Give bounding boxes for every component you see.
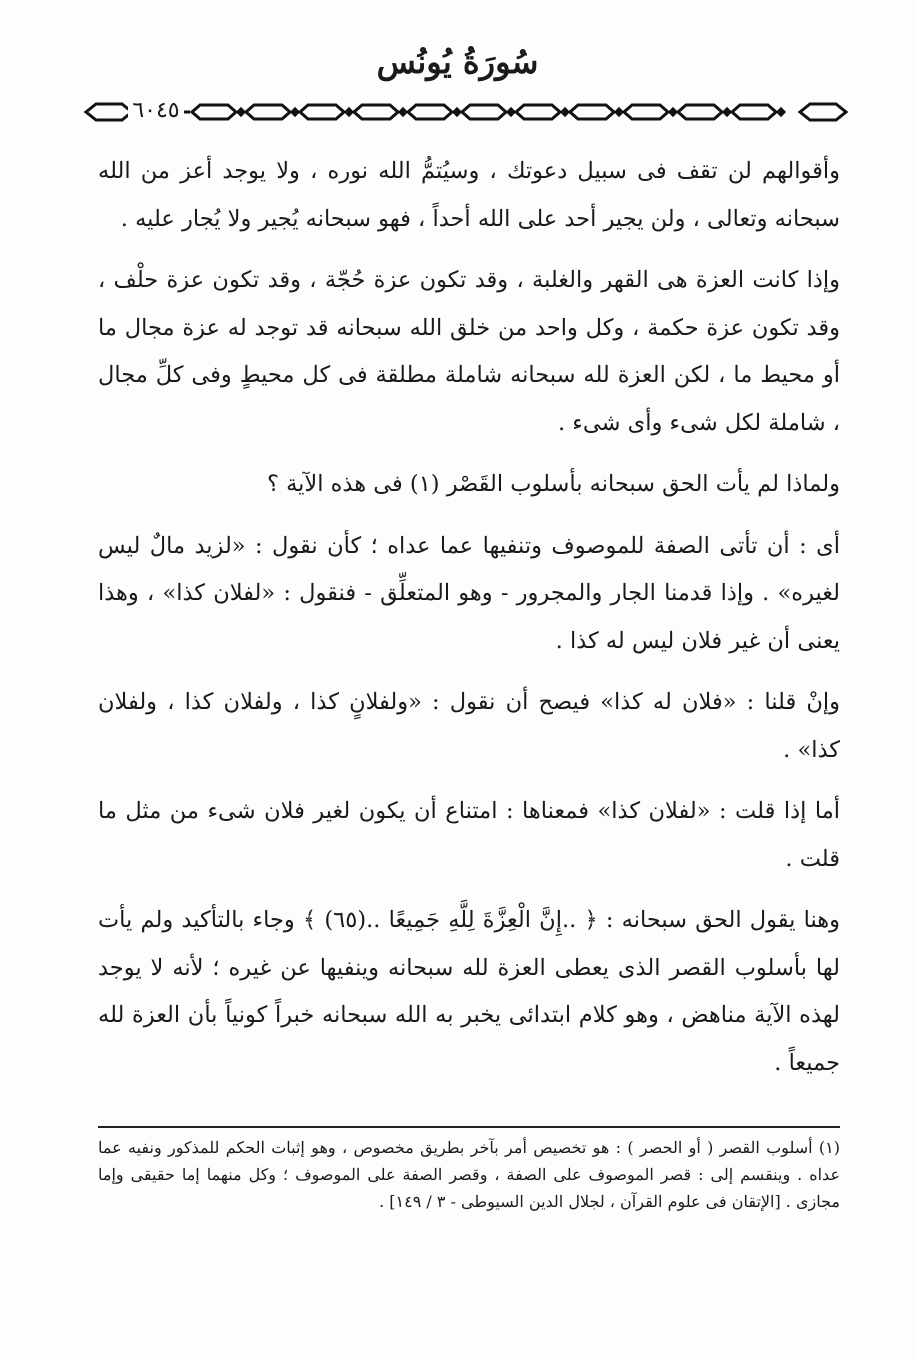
paragraph: وإنْ قلنا : «فلان له كذا» فيصح أن نقول : «ولفلانٍ كذا ، ولفلان كذا ، ولفلان كذا» .	[98, 689, 840, 763]
paragraph: وإذا كانت العزة هى القهر والغلبة ، وقد تكون عزة حُجّة ، وقد تكون عزة حلْف ، وقد تكون عزة حكمة ، وكل واحد من خلق الله سبحانه قد توجد له عزة مجال ما أو محيط ما ، لكن العزة لله سبحانه شاملة مطلقة فى كل محيطٍ وفى كلِّ مجال ، شاملة لكل شىء وأى شىء .	[98, 267, 840, 436]
footnote	[98, 1134, 840, 1215]
paragraph: أما إذا قلت : «لفلان كذا» فمعناها : امتناع أن يكون لغير فلان شىء من مثل ما قلت .	[98, 798, 840, 872]
ornamental-border-icon	[82, 100, 850, 124]
paragraph: وهنا يقول الحق سبحانه : ﴿ ..إِنَّ الْعِزَّةَ لِلَّهِ جَمِيعًا ..(٦٥) ﴾ وجاء بالتأكيد ولم يأت لها بأسلوب القصر الذى يعطى العزة لله سبحانه وينفيها عن غيره ؛ لأنه لا يوجد لهذه الآية مناهض ، وهو كلام ابتدائى يخبر به الله سبحانه خبراً كونياً بأن العزة لله جميعاً .	[98, 907, 841, 1076]
footnote-divider	[98, 1126, 840, 1128]
paragraph: أى : أن تأتى الصفة للموصوف وتنفيها عما عداه ؛ كأن نقول : «لزيد مالٌ ليس لغيره» . وإذا قدمنا الجار والمجرور - وهو المتعلِّق - فنقول : «لفلان كذا» ، وهذا يعنى أن غير فلان ليس له كذا .	[98, 532, 840, 654]
paragraph: ولماذا لم يأت الحق سبحانه بأسلوب القَصْر (١) فى هذه الآية ؟	[266, 471, 840, 497]
footnote-text: (١) أسلوب القصر ( أو الحصر ) : هو تخصيص أمر بآخر بطريق مخصوص ، وهو إثبات الحكم للمذكور ونفيه عما عداه . وينقسم إلى : قصر الموصوف على الصفة ، وقصر الصفة على الموصوف ؛ وكل منهما إما حقيقى وإما مجازى . [الإتقان فى علوم القرآن ، لجلال الدين السيوطى - ٣ / ١٤٩] .	[98, 1138, 840, 1211]
main-text	[98, 148, 840, 1101]
surah-title: سُورَةُ يُونُس	[376, 43, 539, 81]
page-number: ٦٠٤٥	[128, 97, 184, 125]
paragraph: وأقوالهم لن تقف فى سبيل دعوتك ، وسيُتمُّ الله نوره ، ولا يوجد أعز من الله سبحانه وتعالى ، ولن يجير أحد على الله أحداً ، فهو سبحانه يُجير ولا يُجار عليه .	[98, 158, 840, 232]
